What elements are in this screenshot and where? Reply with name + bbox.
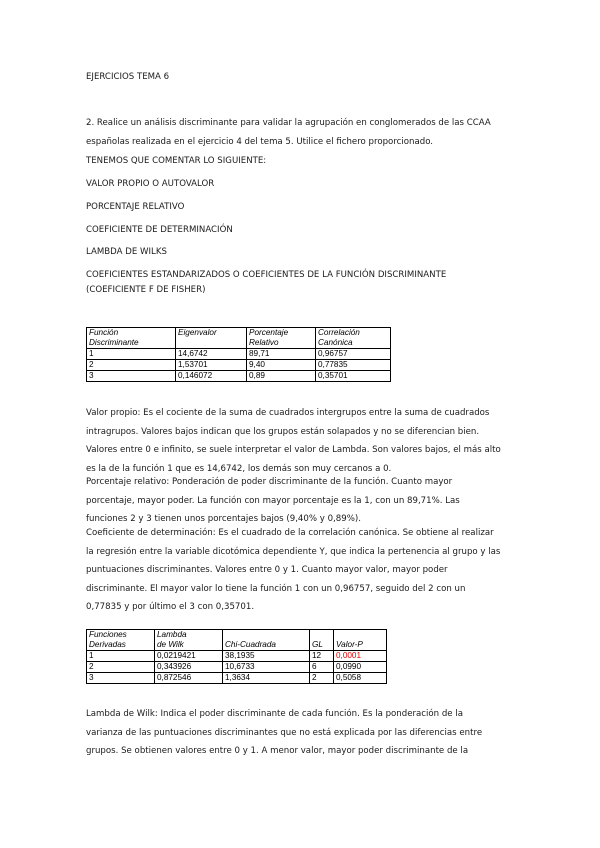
table-cell: 0,89 [247, 371, 316, 382]
text-line: Valores entre 0 e infinito, se suele interpretar el valor de Lambda. Son valores bajos, el más alto [86, 445, 501, 456]
paragraph-coeficiente [86, 524, 526, 617]
table-row [87, 360, 391, 371]
text-line: 0,77835 y por último el 3 con 0,35701. [86, 602, 255, 613]
text-line: la regresión entre la variable dicotómica dependiente Y, que indica la pertenencia al grupo y las [86, 546, 501, 557]
table-header-cell: Función [87, 328, 176, 339]
table-cell: 0,5058 [334, 673, 387, 684]
text-line: grupos. Se obtienen valores entre 0 y 1. A menor valor, mayor poder discriminante de la [86, 746, 469, 757]
table-header-cell: de Wilk [155, 640, 223, 651]
text-line: puntuaciones discriminantes. Valores entre 0 y 1. Cuanto mayor valor, mayor poder [86, 565, 448, 576]
table-cell: 1 [87, 651, 155, 662]
text-line: Valor propio: Es el cociente de la suma de cuadrados intergrupos entre la suma de cuadrados [86, 408, 490, 418]
section-heading: TENEMOS QUE COMENTAR LO SIGUIENTE: [86, 156, 267, 166]
table-cell: 0,0990 [334, 662, 387, 673]
table-header-row [87, 328, 391, 339]
p-value-highlight: 0,0001 [334, 651, 387, 662]
table-cell: 12 [310, 651, 334, 662]
exercise-statement [86, 114, 526, 151]
table-row [87, 662, 387, 673]
table-cell: 0,35701 [316, 371, 391, 382]
table-row [87, 349, 391, 360]
table-header-cell [176, 338, 247, 349]
comment-item: LAMBDA DE WILKS [86, 247, 167, 257]
table-cell: 0,872546 [155, 673, 223, 684]
table-header-cell: Discriminante [87, 338, 176, 349]
table-cell: 6 [310, 662, 334, 673]
table-header-cell: Lambda [155, 630, 223, 641]
table-cell: 1,53701 [176, 360, 247, 371]
table-cell: 3 [87, 673, 155, 684]
table-cell: 1 [87, 349, 176, 360]
comment-item: COEFICIENTES ESTANDARIZADOS O COEFICIENTES DE LA FUNCIÓN DISCRIMINANTE [86, 270, 447, 280]
comment-item: COEFICIENTE DE DETERMINACIÓN [86, 225, 233, 235]
table-cell: 38,1935 [223, 651, 310, 662]
table-header-row [87, 630, 387, 641]
table-header-cell: Valor-P [334, 640, 387, 651]
table-cell: 0,343926 [155, 662, 223, 673]
table-header-cell: Funciones [87, 630, 155, 641]
table-header-cell: Canónica [316, 338, 391, 349]
table-cell: 0,77835 [316, 360, 391, 371]
table-header-cell: GL [310, 640, 334, 651]
table-cell: 2 [87, 360, 176, 371]
table-cell: 9,40 [247, 360, 316, 371]
eigenvalue-table [86, 327, 391, 382]
table-cell: 1,3634 [223, 673, 310, 684]
document-title: EJERCICIOS TEMA 6 [86, 72, 170, 82]
table-row [87, 651, 387, 662]
table-header-row [87, 338, 391, 349]
table-cell: 0,96757 [316, 349, 391, 360]
wilks-lambda-table [86, 629, 387, 684]
table-row [87, 673, 387, 684]
text-line: es la de la función 1 que es 14,6742, los demás son muy cercanos a 0. [86, 463, 392, 474]
text-line: españolas realizada en el ejercicio 4 del tema 5. Utilice el fichero proporcionado. [86, 136, 434, 147]
table-header-cell: Relativo [247, 338, 316, 349]
table-header-cell: Correlación [316, 328, 391, 339]
table-header-cell: Derivadas [87, 640, 155, 651]
table-cell: 0,146072 [176, 371, 247, 382]
table-header-cell [334, 630, 387, 641]
paragraph-lambda [86, 705, 526, 761]
comment-item: VALOR PROPIO O AUTOVALOR [86, 179, 215, 189]
table-cell: 3 [87, 371, 176, 382]
table-cell: 10,6733 [223, 662, 310, 673]
comment-item: PORCENTAJE RELATIVO [86, 202, 185, 212]
table-cell: 2 [87, 662, 155, 673]
table-cell: 89,71 [247, 349, 316, 360]
paragraph-porcentaje [86, 473, 526, 529]
table-header-row [87, 640, 387, 651]
text-line: varianza de las puntuaciones discriminantes que no está explicada por las diferencias entre [86, 727, 483, 738]
text-line: intragrupos. Valores bajos indican que los grupos están solapados y no se diferencian bien. [86, 426, 480, 437]
table-header-cell: Porcentaje [247, 328, 316, 339]
text-line: porcentaje, mayor poder. La función con mayor porcentaje es la 1, con un 89,71%. Las [86, 495, 460, 506]
text-line: 2. Realice un análisis discriminante para validar la agrupación en conglomerados de las CCAA [86, 118, 491, 128]
text-line: Porcentaje relativo: Ponderación de poder discriminante de la función. Cuanto mayor [86, 477, 453, 487]
text-line: Coeficiente de determinación: Es el cuadrado de la correlación canónica. Se obtiene al realizar [86, 528, 494, 538]
table-header-cell [223, 630, 310, 641]
text-line: discriminante. El mayor valor lo tiene la función 1 con un 0,96757, seguido del 2 con un [86, 583, 466, 594]
table-cell: 2 [310, 673, 334, 684]
table-header-cell: Eigenvalor [176, 328, 247, 339]
table-cell: 14,6742 [176, 349, 247, 360]
comment-item: (COEFICIENTE F DE FISHER) [86, 285, 206, 295]
table-header-cell: Chi-Cuadrada [223, 640, 310, 651]
text-line: funciones 2 y 3 tienen unos porcentajes bajos (9,40% y 0,89%). [86, 514, 361, 525]
paragraph-valor-propio [86, 404, 526, 478]
table-header-cell [310, 630, 334, 641]
table-row [87, 371, 391, 382]
table-cell: 0,0219421 [155, 651, 223, 662]
text-line: Lambda de Wilk: Indica el poder discriminante de cada función. Es la ponderación de la [86, 709, 463, 719]
